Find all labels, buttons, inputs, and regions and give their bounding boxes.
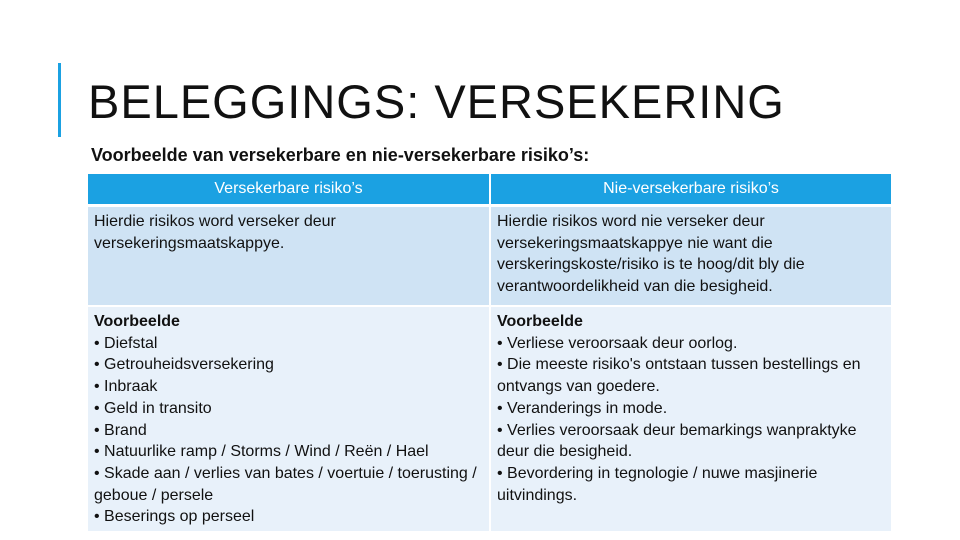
list-item: • Verliese veroorsaak deur oorlog. bbox=[497, 334, 738, 352]
list-item: • Natuurlike ramp / Storms / Wind / Reën / Hael bbox=[94, 443, 429, 461]
insurable-examples-heading: Voorbeelde bbox=[94, 313, 180, 330]
list-item: • Beserings op perseel bbox=[94, 508, 255, 526]
insurable-description: Hierdie risikos word verseker deur versekeringsmaatskappye. bbox=[88, 206, 490, 307]
uninsurable-examples-list bbox=[497, 333, 885, 507]
insurable-examples-cell bbox=[88, 306, 490, 531]
slide-subtitle: Voorbeelde van versekerbare en nie-versekerbare risiko’s: bbox=[91, 145, 590, 165]
uninsurable-description: Hierdie risikos word nie verseker deur versekeringsmaatskappye nie want die verskeringskoste/risiko is te hoog/dit bly die verantwoordelikheid van die besigheid. bbox=[490, 206, 891, 307]
uninsurable-examples-heading: Voorbeelde bbox=[497, 313, 583, 330]
list-item: • Veranderings in mode. bbox=[497, 399, 668, 417]
header-insurable-risks: Versekerbare risiko’s bbox=[88, 174, 490, 206]
list-item: • Geld in transito bbox=[94, 399, 212, 417]
table-header-row bbox=[88, 174, 891, 206]
title-accent-bar bbox=[58, 63, 61, 137]
list-item: • Verlies veroorsaak deur bemarkings wanpraktyke deur die besigheid. bbox=[497, 421, 857, 461]
insurable-examples-list bbox=[94, 333, 483, 528]
uninsurable-examples-cell bbox=[490, 306, 891, 531]
list-item: • Die meeste risiko's ontstaan tussen bestellings en ontvangs van goedere. bbox=[497, 356, 861, 396]
list-item: • Brand bbox=[94, 421, 147, 439]
table-row-examples bbox=[88, 306, 891, 531]
table-row-description bbox=[88, 206, 891, 307]
header-uninsurable-risks: Nie-versekerbare risiko’s bbox=[490, 174, 891, 206]
slide-title: BELEGGINGS: VERSEKERING bbox=[88, 75, 785, 128]
list-item: • Bevordering in tegnologie / nuwe masjinerie uitvindings. bbox=[497, 464, 818, 504]
risk-comparison-table bbox=[88, 174, 891, 531]
list-item: • Skade aan / verlies van bates / voertuie / toerusting / geboue / persele bbox=[94, 464, 477, 504]
list-item: • Diefstal bbox=[94, 334, 158, 352]
list-item: • Inbraak bbox=[94, 378, 158, 396]
list-item: • Getrouheidsversekering bbox=[94, 356, 274, 374]
